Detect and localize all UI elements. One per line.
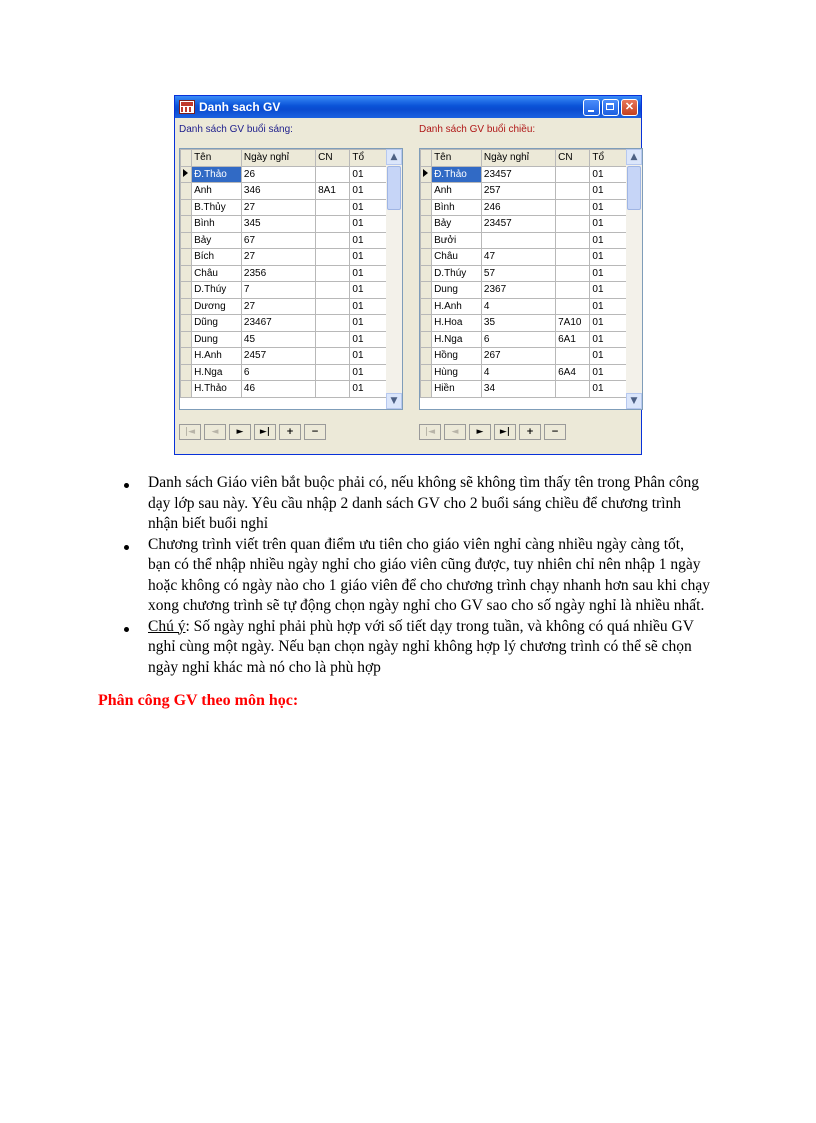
group-cell[interactable]: 01 [350, 265, 387, 282]
delete-record-button[interactable]: − [544, 424, 566, 440]
group-cell[interactable]: 01 [350, 315, 387, 332]
days-off-cell[interactable]: 57 [481, 265, 555, 282]
prev-record-button[interactable]: ◄ [444, 424, 466, 440]
cn-cell[interactable] [316, 166, 350, 183]
days-off-cell[interactable]: 6 [481, 331, 555, 348]
danh-sach-gv-window [174, 95, 642, 455]
group-cell[interactable]: 01 [350, 166, 387, 183]
table-row[interactable] [421, 315, 627, 332]
table-row[interactable] [181, 364, 387, 381]
group-cell[interactable]: 01 [590, 282, 627, 299]
row-selector[interactable] [421, 364, 432, 381]
prev-record-button[interactable]: ◄ [204, 424, 226, 440]
cn-cell[interactable] [556, 265, 590, 282]
cn-cell[interactable]: 6A1 [556, 331, 590, 348]
row-selector-header [181, 150, 192, 167]
cn-cell[interactable] [556, 166, 590, 183]
cn-cell[interactable] [316, 298, 350, 315]
group-cell[interactable]: 01 [590, 315, 627, 332]
table-row[interactable] [421, 348, 627, 365]
name-cell[interactable]: Châu [432, 249, 482, 266]
row-selector[interactable] [181, 216, 192, 233]
add-record-button[interactable]: + [279, 424, 301, 440]
row-selector-header [421, 150, 432, 167]
cn-cell[interactable]: 7A10 [556, 315, 590, 332]
group-cell[interactable]: 01 [590, 166, 627, 183]
table-row[interactable] [181, 232, 387, 249]
group-cell[interactable]: 01 [590, 232, 627, 249]
days-off-cell[interactable]: 2367 [481, 282, 555, 299]
scroll-down-icon[interactable]: ▼ [386, 393, 402, 409]
group-cell[interactable]: 01 [350, 331, 387, 348]
row-selector[interactable] [181, 364, 192, 381]
days-off-cell[interactable]: 4 [481, 364, 555, 381]
row-selector[interactable] [181, 298, 192, 315]
table-row[interactable] [181, 183, 387, 200]
name-cell[interactable]: Hiền [432, 381, 482, 398]
group-cell[interactable]: 01 [590, 331, 627, 348]
table-row[interactable] [421, 381, 627, 398]
afternoon-record-navigator [419, 424, 643, 440]
cn-cell[interactable] [556, 249, 590, 266]
maximize-button[interactable] [602, 99, 619, 116]
note-prefix: Chú ý [148, 617, 186, 635]
days-off-cell[interactable]: 26 [241, 166, 315, 183]
row-selector[interactable] [181, 381, 192, 398]
cn-cell[interactable] [556, 199, 590, 216]
cn-cell[interactable] [316, 364, 350, 381]
table-row[interactable] [181, 249, 387, 266]
table-row[interactable] [181, 298, 387, 315]
column-header[interactable]: Tổ [590, 150, 627, 167]
name-cell[interactable]: H.Nga [192, 364, 242, 381]
column-header[interactable]: Tổ [350, 150, 387, 167]
row-selector[interactable] [421, 199, 432, 216]
scroll-down-icon[interactable]: ▼ [626, 393, 642, 409]
column-header[interactable]: Ngày nghỉ [241, 150, 315, 167]
cn-cell[interactable] [556, 298, 590, 315]
row-selector[interactable] [421, 249, 432, 266]
column-header[interactable]: Tên [192, 150, 242, 167]
row-selector[interactable] [421, 232, 432, 249]
row-selector[interactable] [421, 265, 432, 282]
table-row[interactable] [421, 298, 627, 315]
table-row[interactable] [421, 282, 627, 299]
days-off-cell[interactable]: 346 [241, 183, 315, 200]
cn-cell[interactable] [316, 348, 350, 365]
table-row[interactable] [421, 265, 627, 282]
cn-cell[interactable] [556, 381, 590, 398]
name-cell[interactable]: H.Thảo [192, 381, 242, 398]
afternoon-table[interactable] [420, 149, 627, 398]
days-off-cell[interactable]: 345 [241, 216, 315, 233]
first-record-button[interactable]: |◄ [419, 424, 441, 440]
row-selector[interactable] [181, 232, 192, 249]
scroll-up-icon[interactable]: ▲ [626, 149, 642, 165]
last-record-button[interactable]: ►| [494, 424, 516, 440]
group-cell[interactable]: 01 [590, 364, 627, 381]
row-selector[interactable] [181, 265, 192, 282]
row-selector[interactable] [181, 331, 192, 348]
cn-cell[interactable] [556, 348, 590, 365]
days-off-cell[interactable]: 2356 [241, 265, 315, 282]
name-cell[interactable]: Bảy [432, 216, 482, 233]
cn-cell[interactable] [556, 282, 590, 299]
days-off-cell[interactable]: 23457 [481, 166, 555, 183]
group-cell[interactable]: 01 [350, 199, 387, 216]
afternoon-list-label: Danh sách GV buổi chiều: [419, 124, 536, 135]
group-cell[interactable]: 01 [350, 232, 387, 249]
row-selector[interactable] [421, 348, 432, 365]
table-row[interactable] [421, 183, 627, 200]
row-selector[interactable] [181, 166, 192, 183]
days-off-cell[interactable]: 267 [481, 348, 555, 365]
row-selector[interactable] [181, 348, 192, 365]
current-row-arrow-icon [423, 169, 428, 177]
group-cell[interactable]: 01 [590, 381, 627, 398]
cn-cell[interactable] [316, 381, 350, 398]
morning-list-label: Danh sách GV buổi sáng: [179, 124, 293, 135]
cn-cell[interactable] [316, 331, 350, 348]
row-selector[interactable] [181, 199, 192, 216]
days-off-cell[interactable]: 257 [481, 183, 555, 200]
bullet-text: Chương trình viết trên quan điểm ưu tiên cho giáo viên nghỉ càng nhiều ngày càng tốt, bạn có thể nhập nhiều ngày nghỉ cho giáo viên cũng được, tuy nhiên chỉ nên nhập 1 ngày hoặc không có ngày nào cho 1 giáo viên để cho chương trình chạy nhanh hơn sau khi chạy xong chương trình sẽ tự động chọn ngày nghỉ cho GV sao cho số ngày nghỉ là nhiều nhất. [148, 535, 710, 614]
cn-cell[interactable] [556, 232, 590, 249]
name-cell[interactable]: H.Anh [192, 348, 242, 365]
next-record-button[interactable]: ► [229, 424, 251, 440]
column-header[interactable]: Ngày nghỉ [481, 150, 555, 167]
row-selector[interactable] [421, 166, 432, 183]
close-button[interactable]: ✕ [621, 99, 638, 116]
name-cell[interactable]: Hồng [432, 348, 482, 365]
bullet-item [120, 473, 710, 535]
cn-cell[interactable] [316, 232, 350, 249]
row-selector[interactable] [421, 331, 432, 348]
bullet-item [120, 535, 710, 617]
afternoon-scrollbar[interactable] [626, 149, 642, 409]
name-cell[interactable]: Bưởi [432, 232, 482, 249]
row-selector[interactable] [421, 298, 432, 315]
row-selector[interactable] [181, 315, 192, 332]
name-cell[interactable]: Bảy [192, 232, 242, 249]
name-cell[interactable]: D.Thúy [192, 282, 242, 299]
column-header[interactable]: CN [316, 150, 350, 167]
name-cell[interactable]: H.Nga [432, 331, 482, 348]
scroll-thumb[interactable] [387, 166, 401, 210]
current-row-arrow-icon [183, 169, 188, 177]
name-cell[interactable]: Dũng [192, 315, 242, 332]
table-row[interactable] [421, 166, 627, 183]
group-cell[interactable]: 01 [590, 298, 627, 315]
header-row [421, 150, 627, 167]
first-record-button[interactable]: |◄ [179, 424, 201, 440]
name-cell[interactable]: Bình [432, 199, 482, 216]
name-cell[interactable]: Bình [192, 216, 242, 233]
table-row[interactable] [181, 381, 387, 398]
table-row[interactable] [181, 199, 387, 216]
group-cell[interactable]: 01 [590, 199, 627, 216]
days-off-cell[interactable]: 4 [481, 298, 555, 315]
row-selector[interactable] [421, 315, 432, 332]
days-off-cell[interactable]: 23457 [481, 216, 555, 233]
bullet-text: : Số ngày nghỉ phải phù hợp với số tiết dạy trong tuần, và không có quá nhiều GV nghỉ cùng một ngày. Nếu bạn chọn ngày nghỉ không hợp lý chương trình có thể sẽ chọn ngày nghỉ khác mà nó cho là phù hợp [148, 617, 694, 676]
table-row[interactable] [421, 249, 627, 266]
name-cell[interactable]: Hùng [432, 364, 482, 381]
days-off-cell[interactable]: 45 [241, 331, 315, 348]
afternoon-grid[interactable] [419, 148, 643, 410]
table-row[interactable] [421, 199, 627, 216]
table-row[interactable] [181, 282, 387, 299]
scroll-up-icon[interactable]: ▲ [386, 149, 402, 165]
cn-cell[interactable] [316, 249, 350, 266]
column-header[interactable]: Tên [432, 150, 482, 167]
group-cell[interactable]: 01 [590, 265, 627, 282]
morning-panel [179, 122, 403, 440]
name-cell[interactable]: Dung [432, 282, 482, 299]
table-row[interactable] [181, 331, 387, 348]
group-cell[interactable]: 01 [590, 216, 627, 233]
name-cell[interactable]: Anh [432, 183, 482, 200]
cn-cell[interactable] [316, 282, 350, 299]
days-off-cell[interactable]: 246 [481, 199, 555, 216]
cn-cell[interactable]: 8A1 [316, 183, 350, 200]
morning-grid[interactable] [179, 148, 403, 410]
cn-cell[interactable] [316, 199, 350, 216]
name-cell[interactable]: H.Anh [432, 298, 482, 315]
section-heading: Phân công GV theo môn học: [98, 692, 299, 709]
name-cell[interactable]: B.Thủy [192, 199, 242, 216]
days-off-cell[interactable]: 35 [481, 315, 555, 332]
group-cell[interactable]: 01 [350, 216, 387, 233]
cn-cell[interactable] [556, 216, 590, 233]
cn-cell[interactable] [316, 216, 350, 233]
group-cell[interactable]: 01 [350, 282, 387, 299]
name-cell[interactable]: Anh [192, 183, 242, 200]
window-title: Danh sach GV [199, 100, 281, 114]
group-cell[interactable]: 01 [350, 348, 387, 365]
name-cell[interactable]: D.Thúy [432, 265, 482, 282]
afternoon-panel [419, 122, 643, 440]
instruction-list [120, 473, 710, 678]
delete-record-button[interactable]: − [304, 424, 326, 440]
group-cell[interactable]: 01 [350, 249, 387, 266]
table-row[interactable] [421, 232, 627, 249]
days-off-cell[interactable]: 67 [241, 232, 315, 249]
days-off-cell[interactable]: 47 [481, 249, 555, 266]
group-cell[interactable]: 01 [590, 348, 627, 365]
days-off-cell[interactable] [481, 232, 555, 249]
row-selector[interactable] [421, 381, 432, 398]
app-icon [179, 100, 195, 114]
add-record-button[interactable]: + [519, 424, 541, 440]
name-cell[interactable]: Bích [192, 249, 242, 266]
cn-cell[interactable] [316, 265, 350, 282]
scroll-thumb[interactable] [627, 166, 641, 210]
row-selector[interactable] [421, 282, 432, 299]
table-row[interactable] [181, 315, 387, 332]
morning-scrollbar[interactable] [386, 149, 402, 409]
cn-cell[interactable] [316, 315, 350, 332]
name-cell[interactable]: Châu [192, 265, 242, 282]
table-row[interactable] [421, 331, 627, 348]
row-selector[interactable] [181, 249, 192, 266]
last-record-button[interactable]: ►| [254, 424, 276, 440]
group-cell[interactable]: 01 [350, 183, 387, 200]
morning-record-navigator [179, 424, 403, 440]
row-selector[interactable] [181, 183, 192, 200]
cn-cell[interactable] [556, 183, 590, 200]
days-off-cell[interactable]: 6 [241, 364, 315, 381]
name-cell[interactable]: Dương [192, 298, 242, 315]
days-off-cell[interactable]: 27 [241, 298, 315, 315]
name-cell[interactable]: Dung [192, 331, 242, 348]
minimize-button[interactable] [583, 99, 600, 116]
days-off-cell[interactable]: 2457 [241, 348, 315, 365]
table-row[interactable] [421, 216, 627, 233]
name-cell[interactable]: H.Hoa [432, 315, 482, 332]
days-off-cell[interactable]: 46 [241, 381, 315, 398]
table-row[interactable] [181, 166, 387, 183]
row-selector[interactable] [421, 183, 432, 200]
header-row [181, 150, 387, 167]
days-off-cell[interactable]: 34 [481, 381, 555, 398]
window-titlebar[interactable] [175, 96, 641, 118]
days-off-cell[interactable]: 7 [241, 282, 315, 299]
row-selector[interactable] [181, 282, 192, 299]
days-off-cell[interactable]: 27 [241, 249, 315, 266]
table-row[interactable] [421, 364, 627, 381]
cn-cell[interactable]: 6A4 [556, 364, 590, 381]
morning-table[interactable] [180, 149, 387, 398]
table-row[interactable] [181, 348, 387, 365]
group-cell[interactable]: 01 [350, 381, 387, 398]
table-row[interactable] [181, 265, 387, 282]
name-cell[interactable]: Đ.Thảo [192, 166, 242, 183]
column-header[interactable]: CN [556, 150, 590, 167]
group-cell[interactable]: 01 [590, 249, 627, 266]
next-record-button[interactable]: ► [469, 424, 491, 440]
table-row[interactable] [181, 216, 387, 233]
days-off-cell[interactable]: 27 [241, 199, 315, 216]
bullet-item [120, 617, 710, 679]
group-cell[interactable]: 01 [350, 298, 387, 315]
name-cell[interactable]: Đ.Thảo [432, 166, 482, 183]
group-cell[interactable]: 01 [590, 183, 627, 200]
bullet-text: Danh sách Giáo viên bắt buộc phải có, nếu không sẽ không tìm thấy tên trong Phân công dạy lớp sau này. Yêu cầu nhập 2 danh sách GV cho 2 buổi sáng chiều để chương trình nhận biết buổi nghỉ [148, 474, 699, 532]
group-cell[interactable]: 01 [350, 364, 387, 381]
row-selector[interactable] [421, 216, 432, 233]
days-off-cell[interactable]: 23467 [241, 315, 315, 332]
